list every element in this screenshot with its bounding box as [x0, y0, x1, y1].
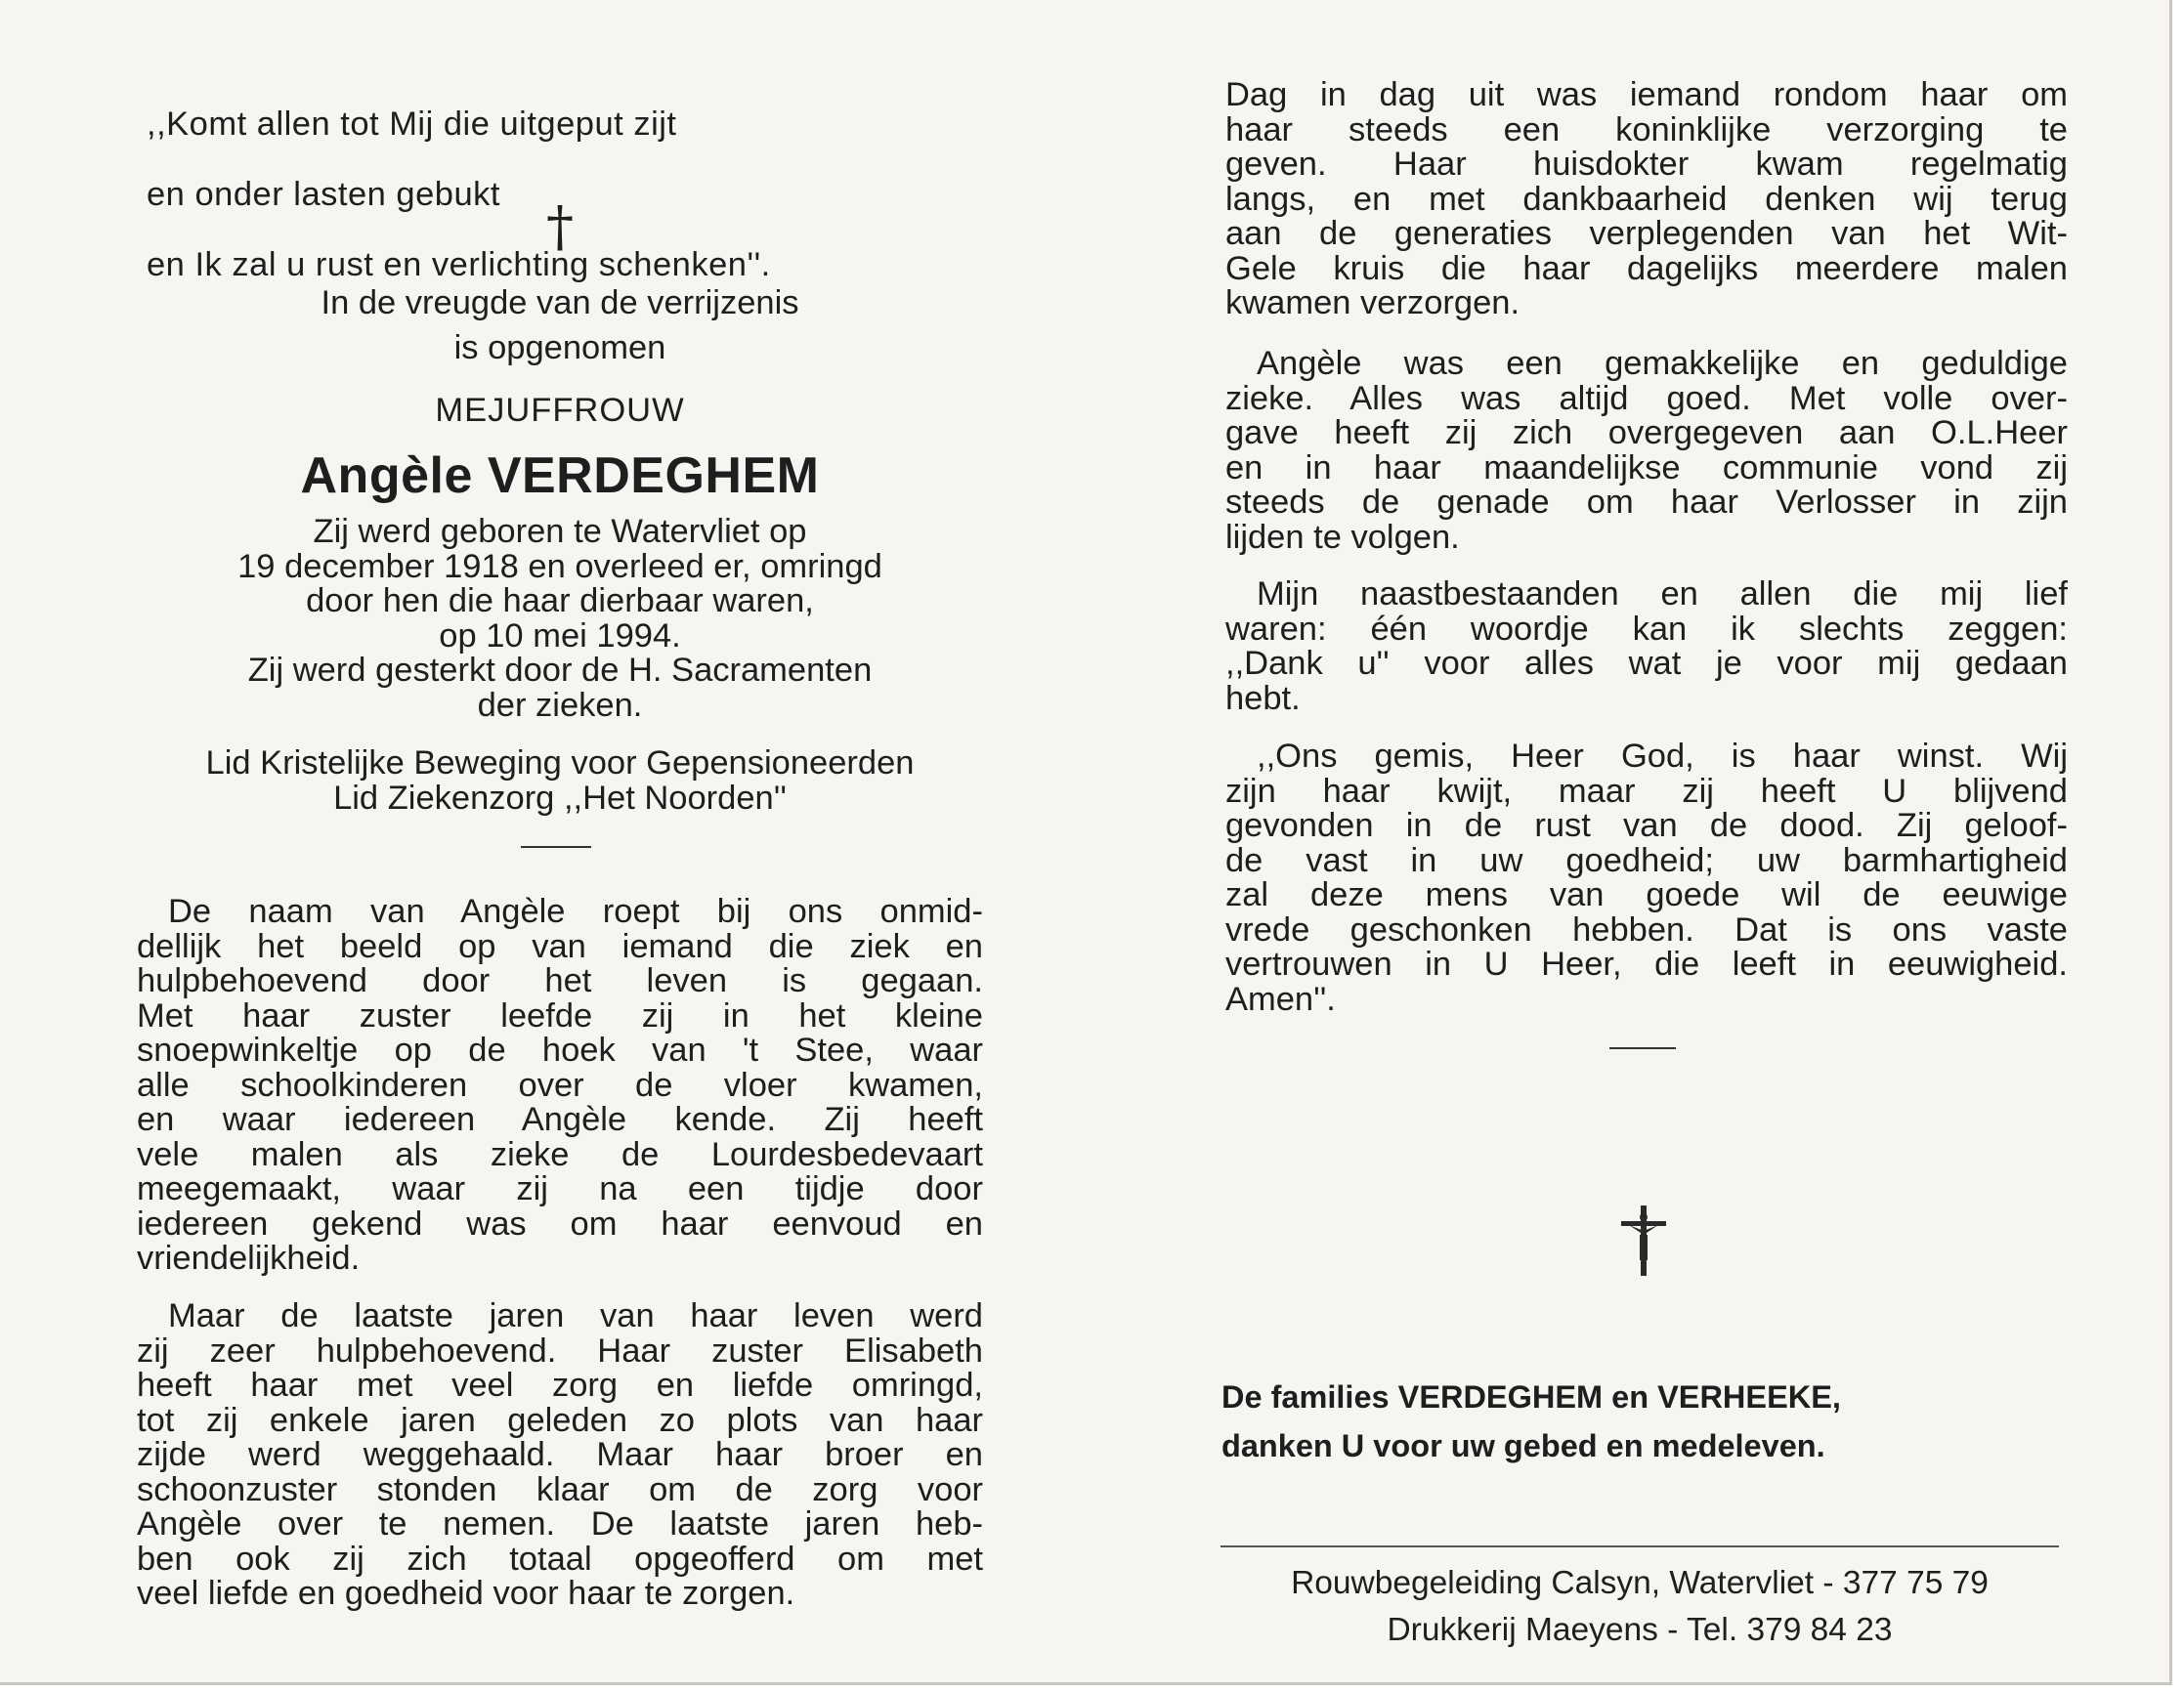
- info-line: door hen die haar dierbaar waren,: [306, 582, 814, 619]
- care-paragraph: [1225, 78, 2068, 321]
- thanks-line: danken U voor uw gebed en medeleven.: [1221, 1428, 1825, 1463]
- memberships: [137, 746, 983, 816]
- cross-icon: †: [546, 195, 574, 259]
- info-line: 19 december 1918 en overleed er, omringd: [237, 547, 882, 585]
- text-line: Angèle over te nemen. De laatste jaren heb-: [137, 1505, 983, 1543]
- crucifix-icon: [1609, 1202, 1678, 1280]
- text-line: Dag in dag uit was iemand rondom haar om: [1225, 76, 2068, 113]
- text-line: Gele kruis die haar dagelijks meerdere malen: [1225, 249, 2068, 287]
- text-line: haar steeds een koninklijke verzorging te: [1225, 110, 2068, 148]
- divider: [1609, 1047, 1676, 1049]
- text-line: vriendelijkheid.: [137, 1240, 361, 1277]
- printer-line: Drukkerij Maeyens - Tel. 379 84 23: [1387, 1612, 1893, 1648]
- text-line: ,,Dank u'' voor alles wat je voor mij gedaan: [1225, 645, 2068, 682]
- title-label: MEJUFFROUW: [435, 392, 685, 429]
- text-line: vele malen als zieke de Lourdesbedevaart: [137, 1135, 983, 1173]
- divider: [521, 846, 591, 848]
- text-line: iedereen gekend was om haar eenvoud en: [137, 1205, 983, 1243]
- text-line: Maar de laatste jaren van haar leven werd: [168, 1297, 983, 1334]
- text-line: vertrouwen in U Heer, die leeft in eeuwigheid.: [1225, 946, 2068, 983]
- printer-info: [1220, 1560, 2059, 1654]
- text-line: lijden te volgen.: [1225, 518, 1460, 556]
- info-line: Zij werd geboren te Watervliet op: [313, 513, 807, 550]
- biography-paragraph-1: [137, 895, 983, 1277]
- text-line: Mijn naastbestaanden en allen die mij lief: [1257, 575, 2068, 613]
- text-line: schoonzuster stonden klaar om de zorg voor: [137, 1470, 983, 1508]
- text-line: langs, en met dankbaarheid denken wij terug: [1225, 180, 2068, 218]
- membership-line: Lid Kristelijke Beweging voor Gepensioneerden: [205, 744, 915, 782]
- family-thanks: [1221, 1373, 2081, 1470]
- text-line: veel liefde en goedheid voor haar te zorgen.: [137, 1575, 795, 1612]
- text-line: en waar iedereen Angèle kende. Zij heeft: [137, 1101, 983, 1138]
- info-line: op 10 mei 1994.: [439, 616, 681, 655]
- resurrection-intro: [137, 280, 983, 370]
- info-line: der zieken.: [477, 686, 643, 724]
- printer-line: Rouwbegeleiding Calsyn, Watervliet - 377 75 79: [1291, 1565, 1989, 1601]
- text-line: zijn haar kwijt, maar zij heeft U blijvend: [1225, 772, 2068, 810]
- text-line: geven. Haar huisdokter kwam regelmatig: [1225, 146, 2068, 183]
- text-line: ben ook zij zich totaal opgeofferd om met: [137, 1540, 983, 1578]
- text-line: Amen''.: [1225, 980, 1336, 1018]
- text-line: steeds de genade om haar Verlosser in zijn: [1225, 484, 2068, 521]
- text-line: heeft haar met veel zorg en liefde omringd,: [137, 1367, 983, 1404]
- text-line: tot zij enkele jaren geleden zo plots van haar: [137, 1401, 983, 1439]
- text-line: dellijk het beeld op van iemand die ziek en: [137, 927, 983, 965]
- deceased-name: Angèle VERDEGHEM: [300, 447, 820, 504]
- divider-line: [1220, 1545, 2059, 1547]
- thanks-line: De families VERDEGHEM en VERHEEKE,: [1221, 1379, 1841, 1415]
- prayer-paragraph: [1225, 740, 2068, 1017]
- quote-line: en Ik zal u rust en verlichting schenken''.: [147, 246, 771, 283]
- biography-paragraph-2: [137, 1299, 983, 1612]
- intro-line: In de vreugde van de verrijzenis: [321, 284, 799, 321]
- text-line: zieke. Alles was altijd goed. Met volle over-: [1225, 379, 2068, 417]
- text-line: De naam van Angèle roept bij ons onmid-: [168, 893, 983, 930]
- info-line: Zij werd gesterkt door de H. Sacramenten: [247, 652, 873, 689]
- farewell-paragraph: [1225, 577, 2068, 716]
- text-line: gave heeft zij zich overgegeven aan O.L.Heer: [1225, 414, 2068, 451]
- text-line: Met haar zuster leefde zij in het kleine: [137, 996, 983, 1035]
- text-line: hulpbehoevend door het leven is gegaan.: [137, 962, 983, 999]
- text-line: meegemaakt, waar zij na een tijdje door: [137, 1170, 983, 1207]
- text-line: alle schoolkinderen over de vloer kwamen,: [137, 1066, 983, 1104]
- quote-line: en onder lasten gebukt: [147, 176, 501, 213]
- text-line: Angèle was een gemakkelijke en geduldige: [1257, 345, 2068, 382]
- text-line: zijde werd weggehaald. Maar haar broer en: [137, 1436, 983, 1473]
- text-line: aan de generaties verplegenden van het Wit-: [1225, 215, 2068, 252]
- membership-line: Lid Ziekenzorg ,,Het Noorden'': [333, 779, 787, 817]
- text-line: kwamen verzorgen.: [1225, 284, 1520, 321]
- quote-line: ,,Komt allen tot Mij die uitgeput zijt: [147, 106, 677, 143]
- character-paragraph: [1225, 347, 2068, 555]
- text-line: snoepwinkeltje op de hoek van 't Stee, waar: [137, 1032, 983, 1069]
- text-line: ,,Ons gemis, Heer God, is haar winst. Wij: [1257, 738, 2068, 775]
- text-line: de vast in uw goedheid; uw barmhartigheid: [1225, 841, 2068, 879]
- text-line: zal deze mens van goede wil de eeuwige: [1225, 876, 2068, 913]
- text-line: en in haar maandelijkse communie vond zij: [1225, 448, 2068, 486]
- text-line: waren: één woordje kan ik slechts zeggen:: [1225, 610, 2068, 648]
- text-line: zij zeer hulpbehoevend. Haar zuster Elisabeth: [137, 1332, 983, 1370]
- birth-death-info: [145, 515, 975, 723]
- text-line: vrede geschonken hebben. Dat is ons vaste: [1225, 910, 2068, 949]
- intro-line: is opgenomen: [453, 329, 666, 366]
- text-line: gevonden in de rust van de dood. Zij geloof-: [1225, 807, 2068, 844]
- text-line: hebt.: [1225, 679, 1301, 717]
